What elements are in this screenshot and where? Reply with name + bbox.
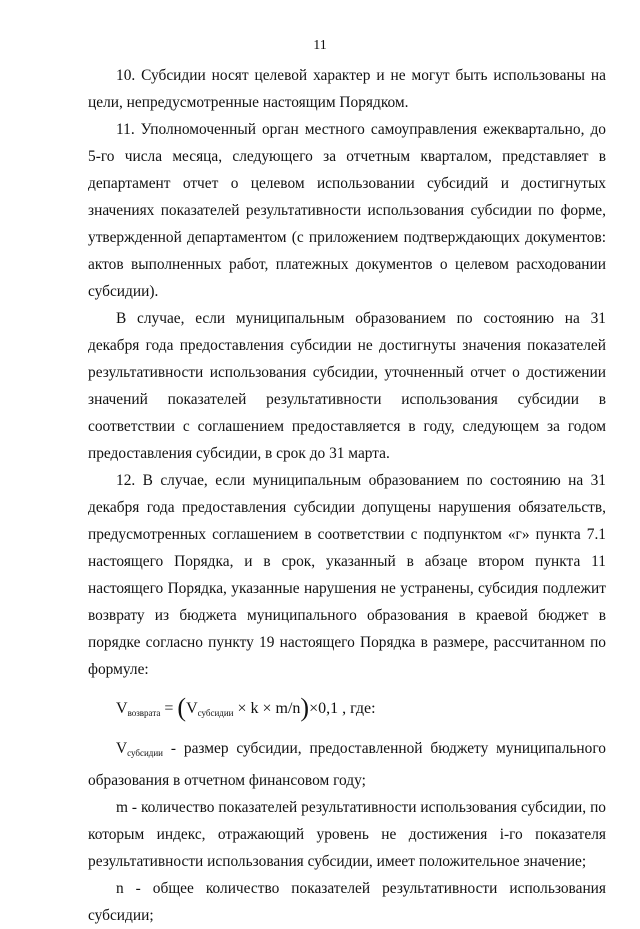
def-v-text: - размер субсидии, предоставленной бюджету муниципального образования в отчетном финансовом году; [88,740,606,789]
def-v-symbol: V [116,740,128,757]
definition-n: n - общее количество показателей результативности использования субсидии; [88,880,606,924]
paragraph-12: 12. В случае, если муниципальным образованием по состоянию на 31 декабря года предоставления субсидии допущены нарушения обязательств, предусмотренных соглашением в соответствии с подпунктом «г» пункта 7.1 настоящего Порядка, и в срок, указанный в абзаце втором пункта 11 настоящего Порядка, указанные нарушения не устранены, субсидия подлежит возврату из бюджета муниципального образования в краевой бюджет в порядке согласно пункту 19 настоящего Порядка в размере, рассчитанном по формуле: [88,472,606,678]
formula-inner-subscript: субсидии [197,708,234,718]
definition-v-subsidy [88,735,606,794]
formula-equals: = [160,700,178,717]
paragraph-11: 11. Уполномоченный орган местного самоуправления ежеквартально, до 5-го числа месяца, следующего за отчетным кварталом, представляет в департамент отчет о целевом использовании субсидий и достигнутых значениях показателей результативности использования субсидии по форме, утвержденной департаментом (с приложением подтверждающих документов: актов выполненных работ, платежных документов о целевом расходовании субсидии). [88,121,606,300]
formula-lhs-subscript: возврата [127,708,161,718]
page-number: 11 [313,38,327,53]
document-body [88,62,606,929]
formula-trailer: , где: [338,700,376,717]
formula-inner-symbol: V [186,700,198,717]
formula-lhs-symbol: V [116,700,128,717]
formula-tail: ×0,1 [309,700,339,717]
definition-m: m - количество показателей результативности использования субсидии, по которым индекс, отражающий уровень не достижения i-го показателя результативности использования субсидии, имеет положительное значение; [88,799,606,870]
formula-inner-rest: × k × m/n [233,700,301,717]
paragraph-11-second: В случае, если муниципальным образованием по состоянию на 31 декабря года предоставления субсидии не достигнуты значения показателей результативности использования субсидии, уточненный отчет о достижении значений показателей результативности использования субсидии в соответствии с соглашением предоставляется в году, следующем за годом предоставления субсидии, в срок до 31 марта. [88,310,606,462]
paragraph-10: 10. Субсидии носят целевой характер и не могут быть использованы на цели, непредусмотренные настоящим Порядком. [88,67,606,111]
def-v-subscript: субсидии [127,748,163,758]
formula-close-paren: ) [300,693,310,722]
formula-open-paren: ( [177,693,187,722]
refund-formula [116,691,606,725]
